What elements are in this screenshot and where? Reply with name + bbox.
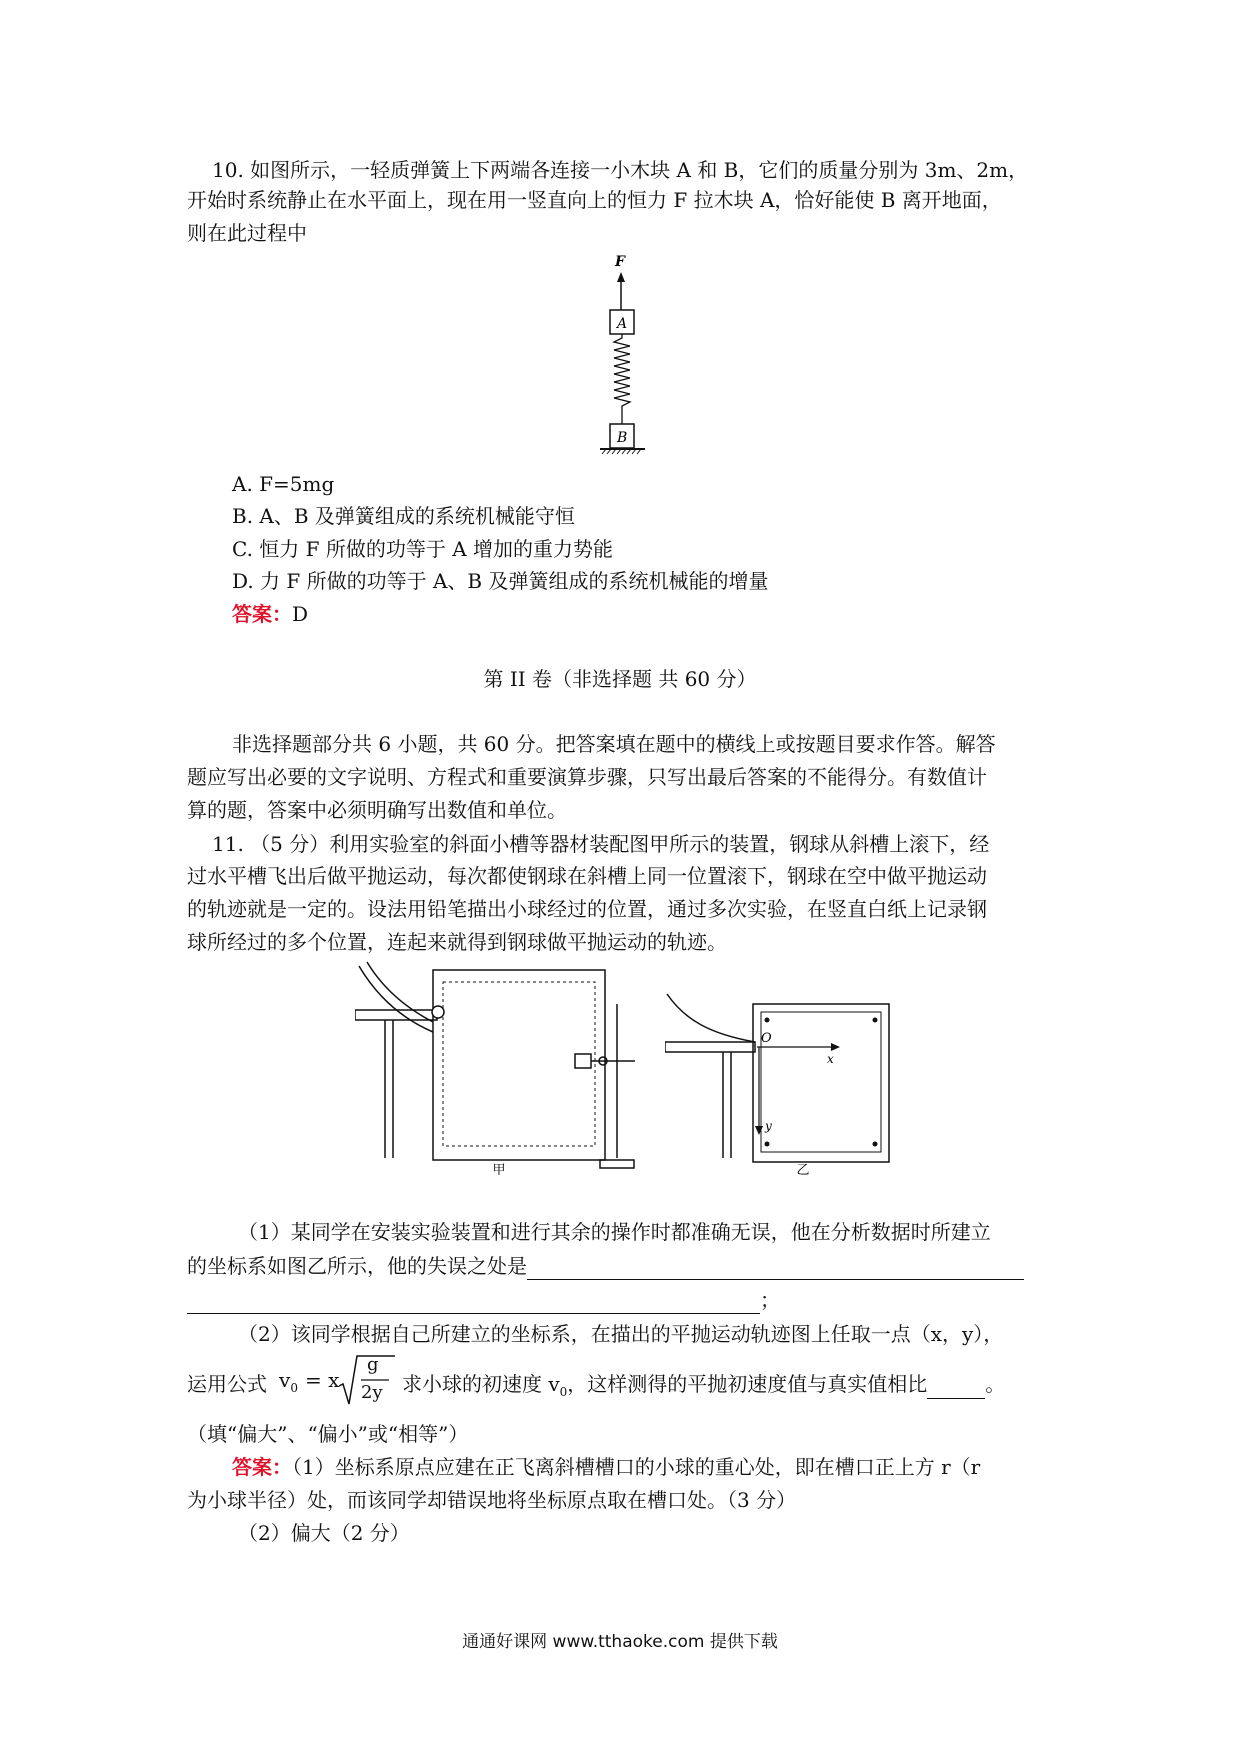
q11-p2-blank[interactable] xyxy=(927,1378,985,1399)
q11-line-4: 球所经过的多个位置，连起来就得到钢球做平抛运动的轨迹。 xyxy=(187,930,727,954)
section-title: 第 II 卷（非选择题 共 60 分） xyxy=(483,667,757,691)
q11-p2-formula-line xyxy=(187,1352,1067,1412)
q11-p2-formula-den: 2y xyxy=(361,1382,383,1403)
q11-p2-formula-pre: 运用公式 xyxy=(187,1372,267,1396)
force-label: F xyxy=(615,254,625,270)
x-axis-label: x xyxy=(827,1052,834,1066)
clamp xyxy=(575,1054,591,1068)
caption-jia: 甲 xyxy=(492,1163,506,1175)
q10-option-c: C. 恒力 F 所做的功等于 A 增加的重力势能 xyxy=(232,537,614,561)
board xyxy=(753,1004,889,1162)
q11-p2-formula-lhs: $v_0$ xyxy=(279,1368,298,1395)
q10-line-3: 则在此过程中 xyxy=(187,221,307,245)
white-paper xyxy=(443,982,595,1146)
q11-answer-line-3: （2）偏大（2 分） xyxy=(238,1521,410,1545)
stand-base xyxy=(600,1160,634,1168)
incline-track xyxy=(667,994,755,1042)
q11-line-3: 的轨迹就是一定的。设法用铅笔描出小球经过的位置，通过多次实验，在竖直白纸上记录钢 xyxy=(187,897,987,921)
y-axis-label: y xyxy=(765,1119,772,1133)
q11-line-2: 过水平槽飞出后做平抛运动，每次都使钢球在斜槽上同一位置滚下，钢球在空中做平抛运动 xyxy=(187,864,987,888)
q11-p2-formula-eq: = x xyxy=(305,1368,340,1392)
q10-answer xyxy=(232,600,308,628)
apparatus-figure-jia xyxy=(355,960,675,1175)
block-a-label: A xyxy=(617,316,628,332)
q11-p1-line-1: （1）某同学在安装实验装置和进行其余的操作时都准确无误，他在分析数据时所建立 xyxy=(238,1220,991,1244)
footer-credit: 通通好课网 www.tthaoke.com 提供下载 xyxy=(462,1632,778,1652)
q11-p2-formula-num: g xyxy=(367,1354,379,1375)
coordinate-figure-yi xyxy=(665,990,915,1175)
spring-block-figure xyxy=(590,250,660,460)
spring xyxy=(614,334,630,424)
q11-p1-blank-1[interactable] xyxy=(527,1259,1024,1280)
q10-option-d: D. 力 F 所做的功等于 A、B 及弹簧组成的系统机械能的增量 xyxy=(232,569,769,593)
table-top xyxy=(665,1042,755,1052)
q11-answer-text-1: （1）坐标系原点应建在正飞离斜槽槽口的小球的重心处，即在槽口正上方 r（r xyxy=(292,1455,981,1479)
q11-p2-hint: （填“偏大”、“偏小”或“相等”） xyxy=(187,1422,469,1446)
ball xyxy=(432,1006,444,1018)
q11-p1-line-2 xyxy=(187,1252,1024,1280)
q10-answer-label: 答案： xyxy=(232,602,292,626)
caption-yi: 乙 xyxy=(796,1163,810,1175)
table-top xyxy=(355,1010,437,1020)
q10-answer-value: D xyxy=(292,602,309,626)
section-intro-1: 非选择题部分共 6 小题，共 60 分。把答案填在题中的横线上或按题目要求作答。解答 xyxy=(232,732,996,756)
q11-p1-end: ； xyxy=(760,1288,780,1312)
section-intro-3: 算的题，答案中必须明确写出数值和单位。 xyxy=(187,798,567,822)
q10-option-b: B. A、B 及弹簧组成的系统机械能守恒 xyxy=(232,504,575,528)
origin-label: O xyxy=(761,1031,772,1046)
q10-option-a: A. F=5mg xyxy=(232,472,335,496)
q11-p2-line-1: （2）该同学根据自己所建立的坐标系，在描出的平抛运动轨迹图上任取一点（x，y）， xyxy=(238,1322,1004,1346)
q11-p1-blank-2[interactable] xyxy=(187,1293,760,1314)
vertical-board xyxy=(433,970,605,1160)
incline-track-lower xyxy=(359,966,433,1032)
q11-line-1: 11. （5 分）利用实验室的斜面小槽等器材装配图甲所示的装置，钢球从斜槽上滚下，经 xyxy=(212,832,990,856)
q10-line-2: 开始时系统静止在水平面上，现在用一竖直向上的恒力 F 拉木块 A，恰好能使 B 离开地面， xyxy=(187,188,1002,212)
q11-answer-line-2: 为小球半径）处，而该同学却错误地将坐标原点取在槽口处。（3 分） xyxy=(187,1488,797,1512)
q11-answer-label: 答案： xyxy=(232,1455,292,1479)
paper xyxy=(761,1012,881,1152)
q11-p1-text: 的坐标系如图乙所示，他的失误之处是 xyxy=(187,1254,527,1278)
block-b-label: B xyxy=(617,430,628,446)
q10-line-1: 10. 如图所示，一轻质弹簧上下两端各连接一小木块 A 和 B，它们的质量分别为 3m、2m， xyxy=(212,158,1029,182)
section-intro-2: 题应写出必要的文字说明、方程式和重要演算步骤，只写出最后答案的不能得分。有数值计 xyxy=(187,765,987,789)
q11-p1-line-3 xyxy=(187,1286,780,1314)
q11-answer-line-1 xyxy=(232,1453,980,1481)
q11-p2-formula-post: 求小球的初速度 $v_0$，这样测得的平抛初速度值与真实值相比 。 xyxy=(402,1372,1006,1399)
